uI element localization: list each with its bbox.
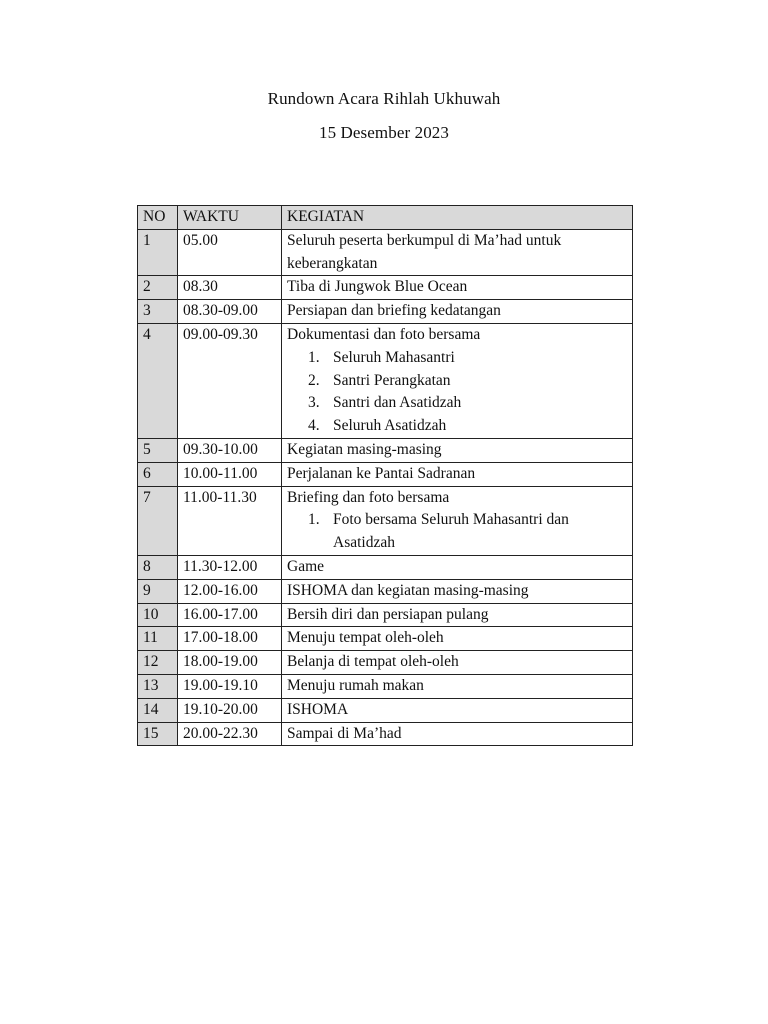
activity-text: ISHOMA (287, 700, 349, 718)
row-time: 08.30-09.00 (178, 300, 282, 324)
row-time: 18.00-19.00 (178, 651, 282, 675)
activity-text: Perjalanan ke Pantai Sadranan (287, 464, 476, 482)
activity-text: Belanja di tempat oleh-oleh (287, 653, 459, 671)
sublist-item-text: Foto bersama Seluruh Mahasantri dan Asatidzah (333, 511, 569, 552)
table-row (138, 651, 633, 675)
activity-text: Menuju rumah makan (287, 676, 424, 694)
activity-text: Dokumentasi dan foto bersama (287, 325, 481, 343)
row-number: 2 (138, 276, 178, 300)
table-row (138, 486, 633, 555)
sublist-item-number: 4. (308, 417, 320, 435)
activity-text: Seluruh peserta berkumpul di Ma’had untuk keberangkatan (287, 231, 562, 272)
activity-sublist (287, 347, 627, 438)
row-number: 7 (138, 486, 178, 555)
row-number: 15 (138, 722, 178, 746)
sublist-item (308, 392, 627, 415)
row-activity (282, 486, 633, 555)
row-time: 16.00-17.00 (178, 603, 282, 627)
activity-text: Briefing dan foto bersama (287, 488, 450, 506)
column-header-kegiatan: KEGIATAN (282, 206, 633, 230)
table-row (138, 300, 633, 324)
row-number: 3 (138, 300, 178, 324)
table-row (138, 674, 633, 698)
column-header-no: NO (138, 206, 178, 230)
table-row (138, 579, 633, 603)
row-number: 13 (138, 674, 178, 698)
document-date: 15 Desember 2023 (318, 123, 449, 142)
table-row (138, 698, 633, 722)
row-number: 9 (138, 579, 178, 603)
row-activity (282, 300, 633, 324)
row-number: 8 (138, 555, 178, 579)
table-row (138, 627, 633, 651)
row-number: 6 (138, 462, 178, 486)
sublist-item-number: 1. (308, 348, 320, 366)
row-time: 11.30-12.00 (178, 555, 282, 579)
table-row (138, 229, 633, 276)
column-header-waktu: WAKTU (178, 206, 282, 230)
sublist-item (308, 347, 627, 370)
row-activity (282, 555, 633, 579)
sublist-item-text: Santri Perangkatan (333, 371, 451, 389)
row-activity (282, 579, 633, 603)
table-row (138, 438, 633, 462)
row-time: 09.30-10.00 (178, 438, 282, 462)
row-activity (282, 229, 633, 276)
row-activity (282, 276, 633, 300)
document-title: Rundown Acara Rihlah Ukhuwah (267, 89, 501, 108)
rundown-table (137, 205, 633, 746)
row-activity (282, 603, 633, 627)
row-time: 10.00-11.00 (178, 462, 282, 486)
activity-text: ISHOMA dan kegiatan masing-masing (287, 581, 529, 599)
sublist-item (308, 415, 627, 438)
table-row (138, 323, 633, 438)
row-time: 20.00-22.30 (178, 722, 282, 746)
row-activity (282, 698, 633, 722)
row-time: 08.30 (178, 276, 282, 300)
activity-sublist (287, 509, 627, 555)
sublist-item-number: 1. (308, 511, 320, 529)
row-number: 4 (138, 323, 178, 438)
row-activity (282, 323, 633, 438)
sublist-item-text: Santri dan Asatidzah (333, 394, 462, 412)
activity-text: Tiba di Jungwok Blue Ocean (287, 278, 468, 296)
row-number: 11 (138, 627, 178, 651)
row-activity (282, 722, 633, 746)
row-time: 19.00-19.10 (178, 674, 282, 698)
activity-text: Game (287, 557, 325, 575)
sublist-item-number: 2. (308, 371, 320, 389)
row-time: 17.00-18.00 (178, 627, 282, 651)
row-number: 1 (138, 229, 178, 276)
row-activity (282, 674, 633, 698)
table-body (138, 229, 633, 746)
activity-text: Bersih diri dan persiapan pulang (287, 605, 489, 623)
row-number: 14 (138, 698, 178, 722)
row-time: 12.00-16.00 (178, 579, 282, 603)
table-row (138, 462, 633, 486)
sublist-item-text: Seluruh Asatidzah (333, 417, 447, 435)
row-time: 09.00-09.30 (178, 323, 282, 438)
sublist-item-number: 3. (308, 394, 320, 412)
row-number: 5 (138, 438, 178, 462)
row-number: 10 (138, 603, 178, 627)
row-time: 05.00 (178, 229, 282, 276)
sublist-item (308, 509, 627, 555)
row-time: 19.10-20.00 (178, 698, 282, 722)
table-row (138, 276, 633, 300)
row-number: 12 (138, 651, 178, 675)
activity-text: Menuju tempat oleh-oleh (287, 629, 444, 647)
table-header-row (138, 206, 633, 230)
row-activity (282, 462, 633, 486)
table-row (138, 555, 633, 579)
row-activity (282, 438, 633, 462)
row-activity (282, 627, 633, 651)
sublist-item-text: Seluruh Mahasantri (333, 348, 455, 366)
table-row (138, 603, 633, 627)
row-activity (282, 651, 633, 675)
activity-text: Sampai di Ma’had (287, 724, 402, 742)
activity-text: Persiapan dan briefing kedatangan (287, 302, 501, 320)
activity-text: Kegiatan masing-masing (287, 440, 442, 458)
table-row (138, 722, 633, 746)
sublist-item (308, 370, 627, 393)
row-time: 11.00-11.30 (178, 486, 282, 555)
